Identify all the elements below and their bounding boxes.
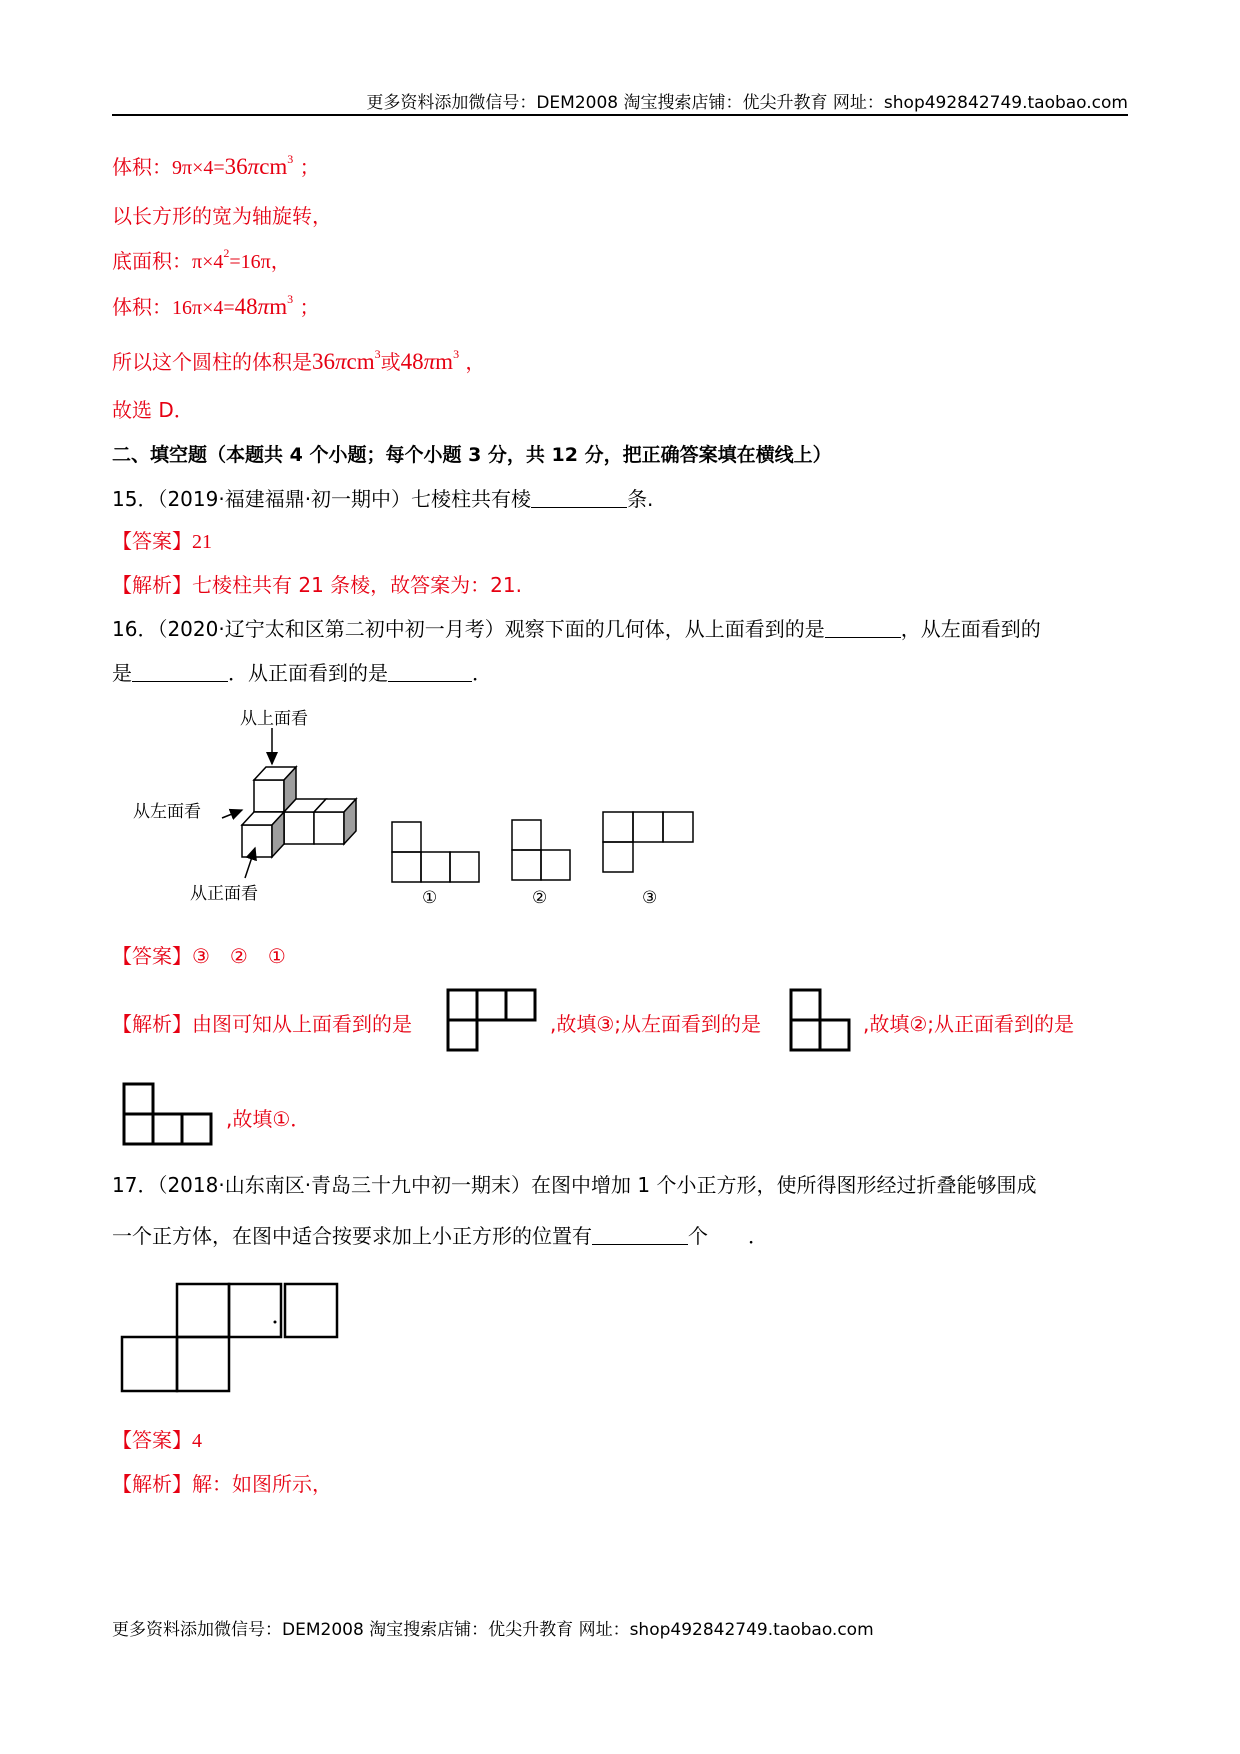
option-1-label: ① [422,888,438,907]
question-15-analysis: 【解析】七棱柱共有 21 条棱，故答案为：21. [112,573,522,597]
view-option-1 [392,822,479,882]
section-title: 二、填空题（本题共 4 个小题；每个小题 3 分，共 12 分，把正确答案填在横线上） [112,444,832,466]
solution-volume-line-2: 体积：$16\pi\times 4=48\pi m^3$ ； [112,292,320,319]
question-16-answer: 【答案】③ ② ① [112,944,286,968]
question-16-stem-line-1: 16．（2020·辽宁太和区第二初中初一月考）观察下面的几何体，从上面看到的是 ，从左面看到的 [112,617,1041,641]
question-16-analysis-part-b: ,故填③;从左面看到的是 [550,1012,762,1036]
question-17-analysis: 【解析】解：如图所示， [112,1472,332,1496]
arrow-left-icon [222,810,242,818]
solution-conclusion-line: 所以这个圆柱的体积是36πcm$^3$或$48\pi m^3$ ， [112,347,486,374]
question-16-analysis-line-1: 【解析】由图可知从上面看到的是 [112,1012,412,1036]
label-from-top: 从上面看 [240,709,308,728]
solution-base-area-line: 底面积：$\pi\times 4^2=16\pi$， [112,246,291,273]
question-17-stem-line-2: 一个正方体，在图中适合按要求加上小正方形的位置有 个 ． [112,1224,768,1248]
view-option-2 [512,820,570,880]
analysis-left-view-figure [789,988,859,1058]
question-16-analysis-part-d: ,故填①． [226,1107,311,1131]
question-17-stem-line-1: 17．（2018·山东南区·青岛三十九中初一期末）在图中增加 1 个小正方形，使所得图形经过折叠能够围成 [112,1173,1037,1197]
solution-rotate-line: 以长方形的宽为轴旋转， [112,204,332,228]
solution-volume-line-1: 体积：9π×4=36πcm$^3$ ； [112,152,320,179]
label-from-left: 从左面看 [133,802,201,821]
cube-solid [242,767,356,857]
view-option-3 [603,812,693,872]
question-16-stem-line-2: 是 ．从正面看到的是 ． [112,661,492,685]
option-3-label: ③ [642,888,658,907]
page-footer: 更多资料添加微信号：DEM2008 淘宝搜索店铺：优尖升教育 网址：shop492842749.taobao.com [112,1620,874,1640]
analysis-front-view-figure [122,1082,222,1152]
page-header: 更多资料添加微信号：DEM2008 淘宝搜索店铺：优尖升教育 网址：shop492842749.taobao.com [366,93,1128,113]
question-15-answer: 【答案】21 [112,529,212,553]
question-17-answer: 【答案】4 [112,1428,202,1452]
question-15-stem: 15．（2019·福建福鼎·初一期中）七棱柱共有棱 条. [112,487,654,511]
option-2-label: ② [532,888,548,907]
label-from-front: 从正面看 [190,884,258,903]
analysis-top-view-figure [446,988,546,1058]
question-16-analysis-part-c: ,故填②;从正面看到的是 [863,1012,1075,1036]
answer-blank [592,1224,688,1245]
solution-choice-line: 故选 D． [112,398,194,422]
question-17-net-figure [118,1280,348,1400]
